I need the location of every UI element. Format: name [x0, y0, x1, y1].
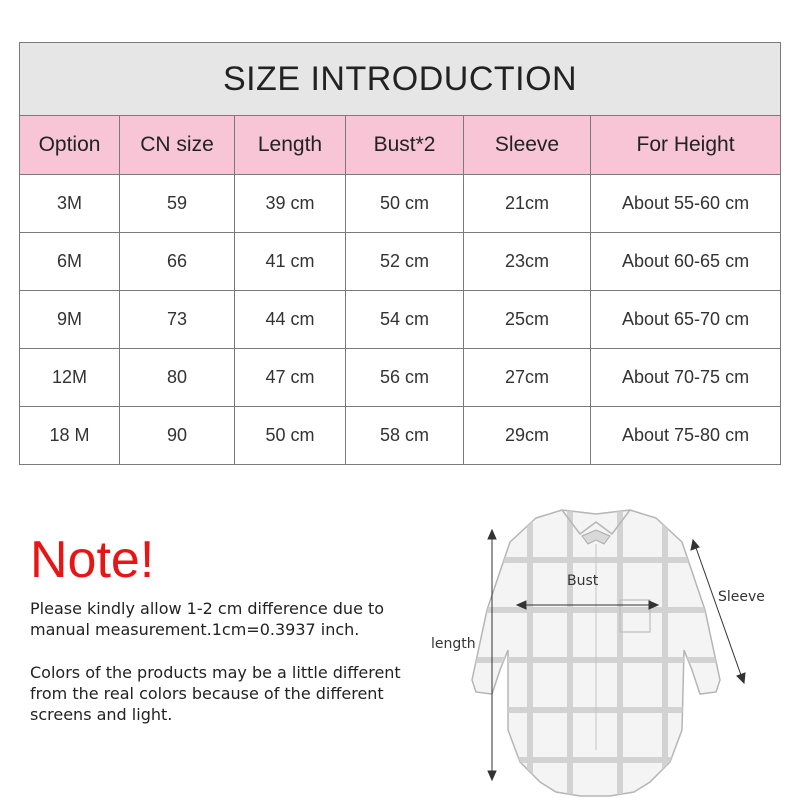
cell-cn-size: 66 — [120, 233, 235, 291]
garment-measurement-diagram — [420, 500, 800, 800]
cell-sleeve: 29cm — [464, 407, 591, 465]
length-label: length — [431, 636, 476, 652]
bodysuit-illustration — [420, 500, 800, 800]
header-length: Length — [235, 116, 346, 175]
size-table — [19, 42, 781, 465]
sleeve-label: Sleeve — [718, 589, 765, 605]
table-row — [20, 233, 781, 291]
header-row — [20, 116, 781, 175]
cell-cn-size: 59 — [120, 175, 235, 233]
cell-bust: 58 cm — [346, 407, 464, 465]
table-row — [20, 349, 781, 407]
header-cn-size: CN size — [120, 116, 235, 175]
note-measurement-text: Please kindly allow 1-2 cm difference due to manual measurement.1cm=0.3937 inch. — [30, 599, 385, 639]
note-color-text: Colors of the products may be a little different from the real colors because of the different screens and light. — [30, 663, 401, 724]
header-bust: Bust*2 — [346, 116, 464, 175]
cell-bust: 52 cm — [346, 233, 464, 291]
cell-option: 9M — [20, 291, 120, 349]
cell-for-height: About 65-70 cm — [591, 291, 781, 349]
bust-label: Bust — [567, 573, 599, 589]
size-table-title: SIZE INTRODUCTION — [20, 43, 781, 116]
cell-sleeve: 21cm — [464, 175, 591, 233]
cell-for-height: About 75-80 cm — [591, 407, 781, 465]
table-row — [20, 291, 781, 349]
cell-option: 18 M — [20, 407, 120, 465]
table-row — [20, 175, 781, 233]
cell-for-height: About 55-60 cm — [591, 175, 781, 233]
cell-length: 41 cm — [235, 233, 346, 291]
cell-option: 12M — [20, 349, 120, 407]
cell-bust: 50 cm — [346, 175, 464, 233]
cell-for-height: About 60-65 cm — [591, 233, 781, 291]
cell-sleeve: 27cm — [464, 349, 591, 407]
header-option: Option — [20, 116, 120, 175]
cell-length: 50 cm — [235, 407, 346, 465]
table-row — [20, 407, 781, 465]
cell-cn-size: 73 — [120, 291, 235, 349]
bodysuit-shape — [460, 500, 740, 800]
header-sleeve: Sleeve — [464, 116, 591, 175]
cell-option: 6M — [20, 233, 120, 291]
cell-cn-size: 90 — [120, 407, 235, 465]
cell-length: 44 cm — [235, 291, 346, 349]
header-for-height: For Height — [591, 116, 781, 175]
cell-option: 3M — [20, 175, 120, 233]
cell-cn-size: 80 — [120, 349, 235, 407]
cell-length: 39 cm — [235, 175, 346, 233]
cell-sleeve: 25cm — [464, 291, 591, 349]
note-title: Note! — [30, 531, 155, 589]
cell-length: 47 cm — [235, 349, 346, 407]
cell-bust: 54 cm — [346, 291, 464, 349]
note-block — [30, 530, 430, 725]
cell-for-height: About 70-75 cm — [591, 349, 781, 407]
cell-bust: 56 cm — [346, 349, 464, 407]
cell-sleeve: 23cm — [464, 233, 591, 291]
